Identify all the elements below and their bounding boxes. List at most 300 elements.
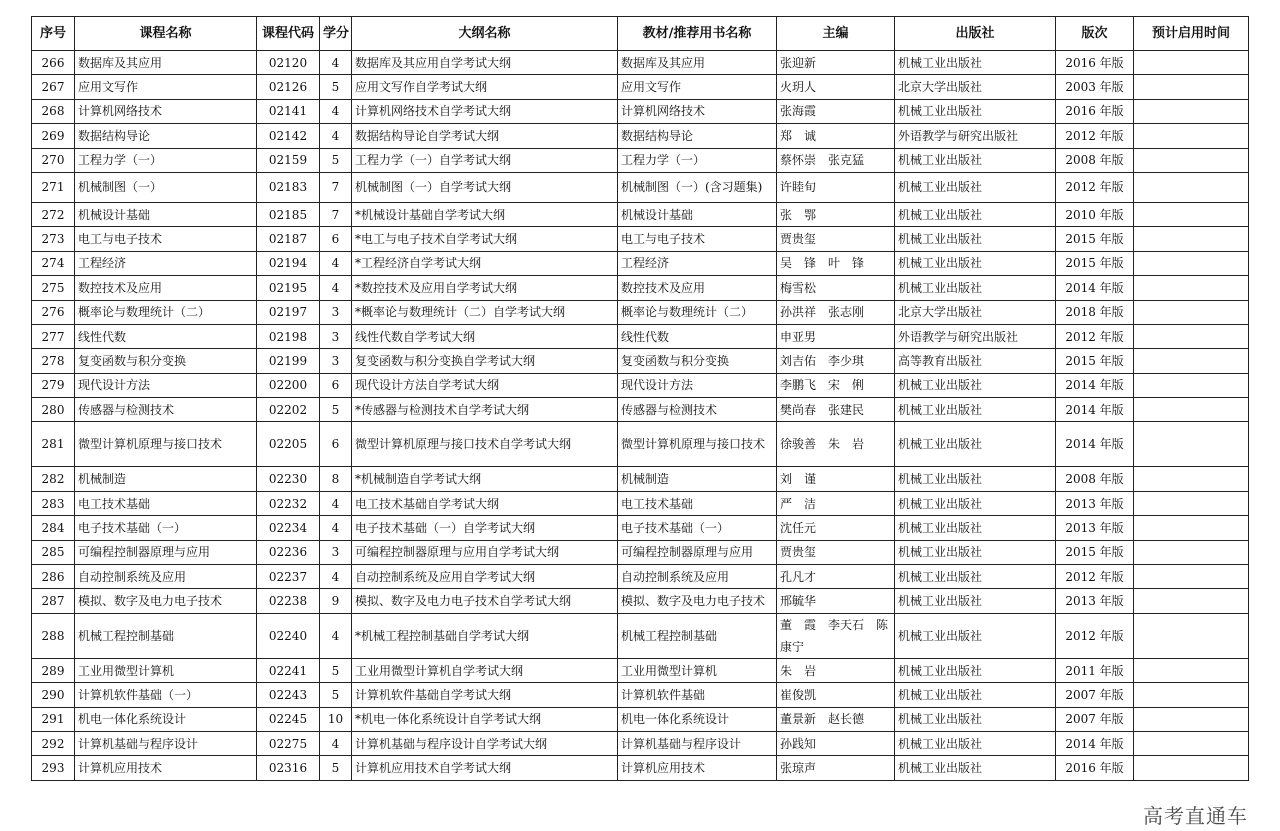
cell-row-no: 290 [32,683,75,707]
cell-editor: 贾贵玺 [777,227,895,251]
cell-edition: 2014 年版 [1056,731,1134,755]
cell-row-no: 283 [32,491,75,515]
cell-publisher: 机械工业出版社 [895,51,1056,75]
cell-edition: 2016 年版 [1056,99,1134,123]
cell-row-no: 275 [32,276,75,300]
cell-book-name: 电子技术基础（一） [618,516,777,540]
cell-book-name: 数据结构导论 [618,124,777,148]
cell-course-code: 02230 [257,467,320,491]
cell-start-time [1134,251,1249,275]
cell-credit: 4 [320,251,352,275]
table-row [32,124,1249,148]
cell-editor: 张迎新 [777,51,895,75]
header-publisher: 出版社 [895,17,1056,51]
cell-book-name: 数据库及其应用 [618,51,777,75]
cell-syllabus-name: 自动控制系统及应用自学考试大纲 [352,565,618,589]
cell-editor: 张海霞 [777,99,895,123]
cell-course-code: 02316 [257,756,320,780]
table-body [32,51,1249,781]
cell-book-name: 电工技术基础 [618,491,777,515]
cell-course-name: 计算机基础与程序设计 [75,731,257,755]
table-row [32,51,1249,75]
cell-credit: 5 [320,398,352,422]
cell-edition: 2014 年版 [1056,398,1134,422]
cell-row-no: 266 [32,51,75,75]
cell-edition: 2013 年版 [1056,491,1134,515]
cell-credit: 4 [320,124,352,148]
table-row [32,707,1249,731]
cell-edition: 2013 年版 [1056,589,1134,613]
cell-start-time [1134,349,1249,373]
cell-course-name: 计算机网络技术 [75,99,257,123]
table-row [32,731,1249,755]
cell-start-time [1134,227,1249,251]
cell-row-no: 292 [32,731,75,755]
cell-credit: 4 [320,516,352,540]
cell-credit: 5 [320,658,352,682]
cell-course-name: 可编程控制器原理与应用 [75,540,257,564]
cell-edition: 2012 年版 [1056,565,1134,589]
table-row [32,99,1249,123]
cell-publisher: 北京大学出版社 [895,300,1056,324]
table-row [32,373,1249,397]
cell-course-name: 机械制图（一） [75,172,257,202]
cell-course-name: 电工与电子技术 [75,227,257,251]
cell-start-time [1134,516,1249,540]
cell-editor: 朱 岩 [777,658,895,682]
cell-syllabus-name: 机械制图（一）自学考试大纲 [352,172,618,202]
cell-editor: 董 霞 李天石 陈康宁 [777,613,895,658]
cell-book-name: 模拟、数字及电力电子技术 [618,589,777,613]
cell-course-code: 02241 [257,658,320,682]
cell-book-name: 概率论与数理统计（二） [618,300,777,324]
cell-course-code: 02205 [257,422,320,467]
cell-start-time [1134,565,1249,589]
cell-syllabus-name: 应用文写作自学考试大纲 [352,75,618,99]
cell-credit: 4 [320,613,352,658]
cell-publisher: 机械工业出版社 [895,683,1056,707]
cell-credit: 5 [320,148,352,172]
header-book: 教材/推荐用书名称 [618,17,777,51]
cell-publisher: 机械工业出版社 [895,731,1056,755]
cell-syllabus-name: *工程经济自学考试大纲 [352,251,618,275]
cell-start-time [1134,373,1249,397]
table-row [32,540,1249,564]
cell-course-name: 线性代数 [75,324,257,348]
cell-syllabus-name: *机械工程控制基础自学考试大纲 [352,613,618,658]
cell-syllabus-name: *机电一体化系统设计自学考试大纲 [352,707,618,731]
header-code: 课程代码 [257,17,320,51]
cell-edition: 2018 年版 [1056,300,1134,324]
cell-edition: 2011 年版 [1056,658,1134,682]
cell-course-name: 机械制造 [75,467,257,491]
header-editor: 主编 [777,17,895,51]
watermark: 高考直通车 [1143,804,1248,828]
cell-edition: 2015 年版 [1056,251,1134,275]
cell-publisher: 机械工业出版社 [895,172,1056,202]
cell-course-name: 电工技术基础 [75,491,257,515]
cell-syllabus-name: *机械设计基础自学考试大纲 [352,202,618,226]
cell-row-no: 280 [32,398,75,422]
cell-edition: 2016 年版 [1056,756,1134,780]
cell-course-name: 自动控制系统及应用 [75,565,257,589]
cell-syllabus-name: 现代设计方法自学考试大纲 [352,373,618,397]
cell-syllabus-name: 微型计算机原理与接口技术自学考试大纲 [352,422,618,467]
cell-syllabus-name: 可编程控制器原理与应用自学考试大纲 [352,540,618,564]
cell-publisher: 机械工业出版社 [895,148,1056,172]
cell-edition: 2008 年版 [1056,148,1134,172]
cell-book-name: 工业用微型计算机 [618,658,777,682]
cell-course-name: 现代设计方法 [75,373,257,397]
cell-publisher: 机械工业出版社 [895,398,1056,422]
cell-book-name: 复变函数与积分变换 [618,349,777,373]
header-course: 课程名称 [75,17,257,51]
cell-credit: 6 [320,227,352,251]
cell-publisher: 机械工业出版社 [895,422,1056,467]
cell-row-no: 277 [32,324,75,348]
cell-editor: 蔡怀崇 张克猛 [777,148,895,172]
cell-credit: 7 [320,172,352,202]
cell-editor: 张琼声 [777,756,895,780]
cell-credit: 8 [320,467,352,491]
cell-syllabus-name: 数据结构导论自学考试大纲 [352,124,618,148]
table-row [32,565,1249,589]
cell-course-code: 02199 [257,349,320,373]
table-row [32,467,1249,491]
cell-editor: 徐骏善 朱 岩 [777,422,895,467]
cell-edition: 2007 年版 [1056,707,1134,731]
cell-edition: 2012 年版 [1056,124,1134,148]
cell-course-code: 02245 [257,707,320,731]
table-row [32,516,1249,540]
cell-row-no: 269 [32,124,75,148]
cell-credit: 3 [320,540,352,564]
cell-course-code: 02159 [257,148,320,172]
table-row [32,756,1249,780]
table-row [32,324,1249,348]
cell-row-no: 289 [32,658,75,682]
cell-row-no: 276 [32,300,75,324]
cell-publisher: 机械工业出版社 [895,613,1056,658]
cell-start-time [1134,589,1249,613]
table-row [32,491,1249,515]
cell-course-code: 02202 [257,398,320,422]
cell-editor: 孙洪祥 张志刚 [777,300,895,324]
table-row [32,349,1249,373]
cell-row-no: 286 [32,565,75,589]
cell-book-name: 机械设计基础 [618,202,777,226]
cell-publisher: 机械工业出版社 [895,756,1056,780]
cell-publisher: 机械工业出版社 [895,373,1056,397]
cell-editor: 崔俊凯 [777,683,895,707]
cell-editor: 火玥人 [777,75,895,99]
cell-edition: 2012 年版 [1056,613,1134,658]
cell-publisher: 外语教学与研究出版社 [895,324,1056,348]
cell-publisher: 机械工业出版社 [895,540,1056,564]
cell-editor: 张 鄂 [777,202,895,226]
cell-publisher: 机械工业出版社 [895,565,1056,589]
cell-editor: 申亚男 [777,324,895,348]
cell-syllabus-name: *概率论与数理统计（二）自学考试大纲 [352,300,618,324]
table-row [32,172,1249,202]
cell-course-name: 机械工程控制基础 [75,613,257,658]
cell-credit: 3 [320,324,352,348]
cell-publisher: 外语教学与研究出版社 [895,124,1056,148]
table-row [32,148,1249,172]
cell-credit: 6 [320,422,352,467]
table-row [32,251,1249,275]
cell-syllabus-name: *数控技术及应用自学考试大纲 [352,276,618,300]
cell-row-no: 281 [32,422,75,467]
cell-course-name: 复变函数与积分变换 [75,349,257,373]
cell-start-time [1134,276,1249,300]
cell-book-name: 计算机软件基础 [618,683,777,707]
cell-credit: 4 [320,276,352,300]
cell-row-no: 291 [32,707,75,731]
cell-book-name: 线性代数 [618,324,777,348]
cell-book-name: 工程力学（一） [618,148,777,172]
cell-start-time [1134,300,1249,324]
cell-course-code: 02194 [257,251,320,275]
cell-row-no: 273 [32,227,75,251]
cell-editor: 孔凡才 [777,565,895,589]
cell-row-no: 282 [32,467,75,491]
cell-syllabus-name: *传感器与检测技术自学考试大纲 [352,398,618,422]
cell-course-code: 02120 [257,51,320,75]
cell-course-code: 02275 [257,731,320,755]
cell-course-code: 02238 [257,589,320,613]
cell-start-time [1134,613,1249,658]
cell-edition: 2014 年版 [1056,373,1134,397]
cell-editor: 梅雪松 [777,276,895,300]
cell-publisher: 机械工业出版社 [895,516,1056,540]
cell-book-name: 自动控制系统及应用 [618,565,777,589]
cell-book-name: 机电一体化系统设计 [618,707,777,731]
cell-publisher: 机械工业出版社 [895,202,1056,226]
cell-editor: 邢毓华 [777,589,895,613]
cell-credit: 5 [320,756,352,780]
cell-syllabus-name: 计算机软件基础自学考试大纲 [352,683,618,707]
table-row [32,75,1249,99]
cell-book-name: 数控技术及应用 [618,276,777,300]
cell-course-name: 传感器与检测技术 [75,398,257,422]
cell-course-name: 工程经济 [75,251,257,275]
cell-start-time [1134,683,1249,707]
cell-book-name: 机械工程控制基础 [618,613,777,658]
cell-edition: 2015 年版 [1056,349,1134,373]
cell-start-time [1134,99,1249,123]
cell-book-name: 应用文写作 [618,75,777,99]
cell-course-code: 02240 [257,613,320,658]
cell-book-name: 现代设计方法 [618,373,777,397]
cell-syllabus-name: 模拟、数字及电力电子技术自学考试大纲 [352,589,618,613]
cell-course-code: 02195 [257,276,320,300]
cell-course-code: 02197 [257,300,320,324]
cell-editor: 刘吉佑 李少琪 [777,349,895,373]
cell-publisher: 机械工业出版社 [895,589,1056,613]
cell-start-time [1134,172,1249,202]
cell-editor: 郑 诚 [777,124,895,148]
cell-row-no: 268 [32,99,75,123]
cell-start-time [1134,756,1249,780]
cell-start-time [1134,51,1249,75]
cell-book-name: 机械制图（一）(含习题集) [618,172,777,202]
cell-row-no: 272 [32,202,75,226]
cell-edition: 2014 年版 [1056,422,1134,467]
cell-course-code: 02236 [257,540,320,564]
cell-book-name: 计算机基础与程序设计 [618,731,777,755]
cell-credit: 9 [320,589,352,613]
cell-book-name: 电工与电子技术 [618,227,777,251]
cell-editor: 贾贵玺 [777,540,895,564]
cell-edition: 2012 年版 [1056,324,1134,348]
cell-credit: 6 [320,373,352,397]
cell-row-no: 287 [32,589,75,613]
cell-course-code: 02183 [257,172,320,202]
cell-edition: 2012 年版 [1056,172,1134,202]
cell-editor: 董景新 赵长德 [777,707,895,731]
cell-row-no: 278 [32,349,75,373]
cell-book-name: 计算机应用技术 [618,756,777,780]
cell-credit: 4 [320,51,352,75]
cell-course-name: 计算机应用技术 [75,756,257,780]
cell-syllabus-name: 电子技术基础（一）自学考试大纲 [352,516,618,540]
cell-credit: 3 [320,300,352,324]
cell-publisher: 机械工业出版社 [895,707,1056,731]
cell-syllabus-name: 工程力学（一）自学考试大纲 [352,148,618,172]
cell-syllabus-name: 数据库及其应用自学考试大纲 [352,51,618,75]
cell-course-name: 机械设计基础 [75,202,257,226]
header-syllabus: 大纲名称 [352,17,618,51]
cell-course-code: 02185 [257,202,320,226]
header-row [32,17,1249,51]
cell-edition: 2010 年版 [1056,202,1134,226]
cell-syllabus-name: *电工与电子技术自学考试大纲 [352,227,618,251]
cell-credit: 10 [320,707,352,731]
table-row [32,422,1249,467]
cell-credit: 4 [320,99,352,123]
cell-course-name: 数控技术及应用 [75,276,257,300]
cell-syllabus-name: 复变函数与积分变换自学考试大纲 [352,349,618,373]
cell-edition: 2015 年版 [1056,227,1134,251]
cell-credit: 4 [320,565,352,589]
cell-start-time [1134,707,1249,731]
header-no: 序号 [32,17,75,51]
cell-course-code: 02187 [257,227,320,251]
cell-editor: 刘 谨 [777,467,895,491]
cell-row-no: 288 [32,613,75,658]
course-table [31,16,1249,781]
cell-syllabus-name: 计算机基础与程序设计自学考试大纲 [352,731,618,755]
cell-start-time [1134,324,1249,348]
cell-syllabus-name: 计算机网络技术自学考试大纲 [352,99,618,123]
cell-publisher: 机械工业出版社 [895,251,1056,275]
table-row [32,227,1249,251]
cell-course-code: 02234 [257,516,320,540]
cell-course-code: 02237 [257,565,320,589]
cell-course-name: 工程力学（一） [75,148,257,172]
cell-editor: 樊尚春 张建民 [777,398,895,422]
cell-editor: 许睦旬 [777,172,895,202]
table-row [32,276,1249,300]
cell-publisher: 机械工业出版社 [895,99,1056,123]
cell-row-no: 271 [32,172,75,202]
cell-book-name: 计算机网络技术 [618,99,777,123]
cell-row-no: 285 [32,540,75,564]
cell-credit: 5 [320,75,352,99]
cell-row-no: 279 [32,373,75,397]
cell-publisher: 机械工业出版社 [895,467,1056,491]
cell-start-time [1134,491,1249,515]
cell-credit: 4 [320,491,352,515]
cell-start-time [1134,422,1249,467]
cell-course-name: 概率论与数理统计（二） [75,300,257,324]
cell-syllabus-name: *机械制造自学考试大纲 [352,467,618,491]
cell-edition: 2013 年版 [1056,516,1134,540]
cell-book-name: 工程经济 [618,251,777,275]
cell-course-name: 模拟、数字及电力电子技术 [75,589,257,613]
header-credit: 学分 [320,17,352,51]
cell-book-name: 微型计算机原理与接口技术 [618,422,777,467]
cell-start-time [1134,124,1249,148]
cell-course-code: 02141 [257,99,320,123]
cell-publisher: 机械工业出版社 [895,491,1056,515]
cell-start-time [1134,731,1249,755]
cell-course-name: 工业用微型计算机 [75,658,257,682]
cell-editor: 沈任元 [777,516,895,540]
cell-row-no: 293 [32,756,75,780]
cell-course-name: 数据库及其应用 [75,51,257,75]
table-row [32,683,1249,707]
table-row [32,300,1249,324]
cell-editor: 吴 锋 叶 锋 [777,251,895,275]
cell-start-time [1134,658,1249,682]
cell-course-name: 电子技术基础（一） [75,516,257,540]
cell-course-name: 数据结构导论 [75,124,257,148]
cell-course-code: 02126 [257,75,320,99]
cell-start-time [1134,75,1249,99]
cell-syllabus-name: 线性代数自学考试大纲 [352,324,618,348]
cell-credit: 5 [320,683,352,707]
cell-editor: 李鹏飞 宋 俐 [777,373,895,397]
cell-credit: 7 [320,202,352,226]
cell-syllabus-name: 电工技术基础自学考试大纲 [352,491,618,515]
cell-edition: 2003 年版 [1056,75,1134,99]
cell-start-time [1134,540,1249,564]
cell-course-name: 微型计算机原理与接口技术 [75,422,257,467]
cell-start-time [1134,148,1249,172]
cell-book-name: 机械制造 [618,467,777,491]
cell-row-no: 284 [32,516,75,540]
cell-syllabus-name: 工业用微型计算机自学考试大纲 [352,658,618,682]
table-row [32,202,1249,226]
cell-edition: 2015 年版 [1056,540,1134,564]
cell-start-time [1134,202,1249,226]
table-row [32,613,1249,658]
cell-course-code: 02200 [257,373,320,397]
cell-syllabus-name: 计算机应用技术自学考试大纲 [352,756,618,780]
cell-row-no: 267 [32,75,75,99]
cell-book-name: 传感器与检测技术 [618,398,777,422]
cell-course-name: 计算机软件基础（一） [75,683,257,707]
table-row [32,589,1249,613]
cell-book-name: 可编程控制器原理与应用 [618,540,777,564]
cell-publisher: 高等教育出版社 [895,349,1056,373]
cell-row-no: 274 [32,251,75,275]
cell-course-name: 应用文写作 [75,75,257,99]
table-row [32,658,1249,682]
cell-edition: 2007 年版 [1056,683,1134,707]
